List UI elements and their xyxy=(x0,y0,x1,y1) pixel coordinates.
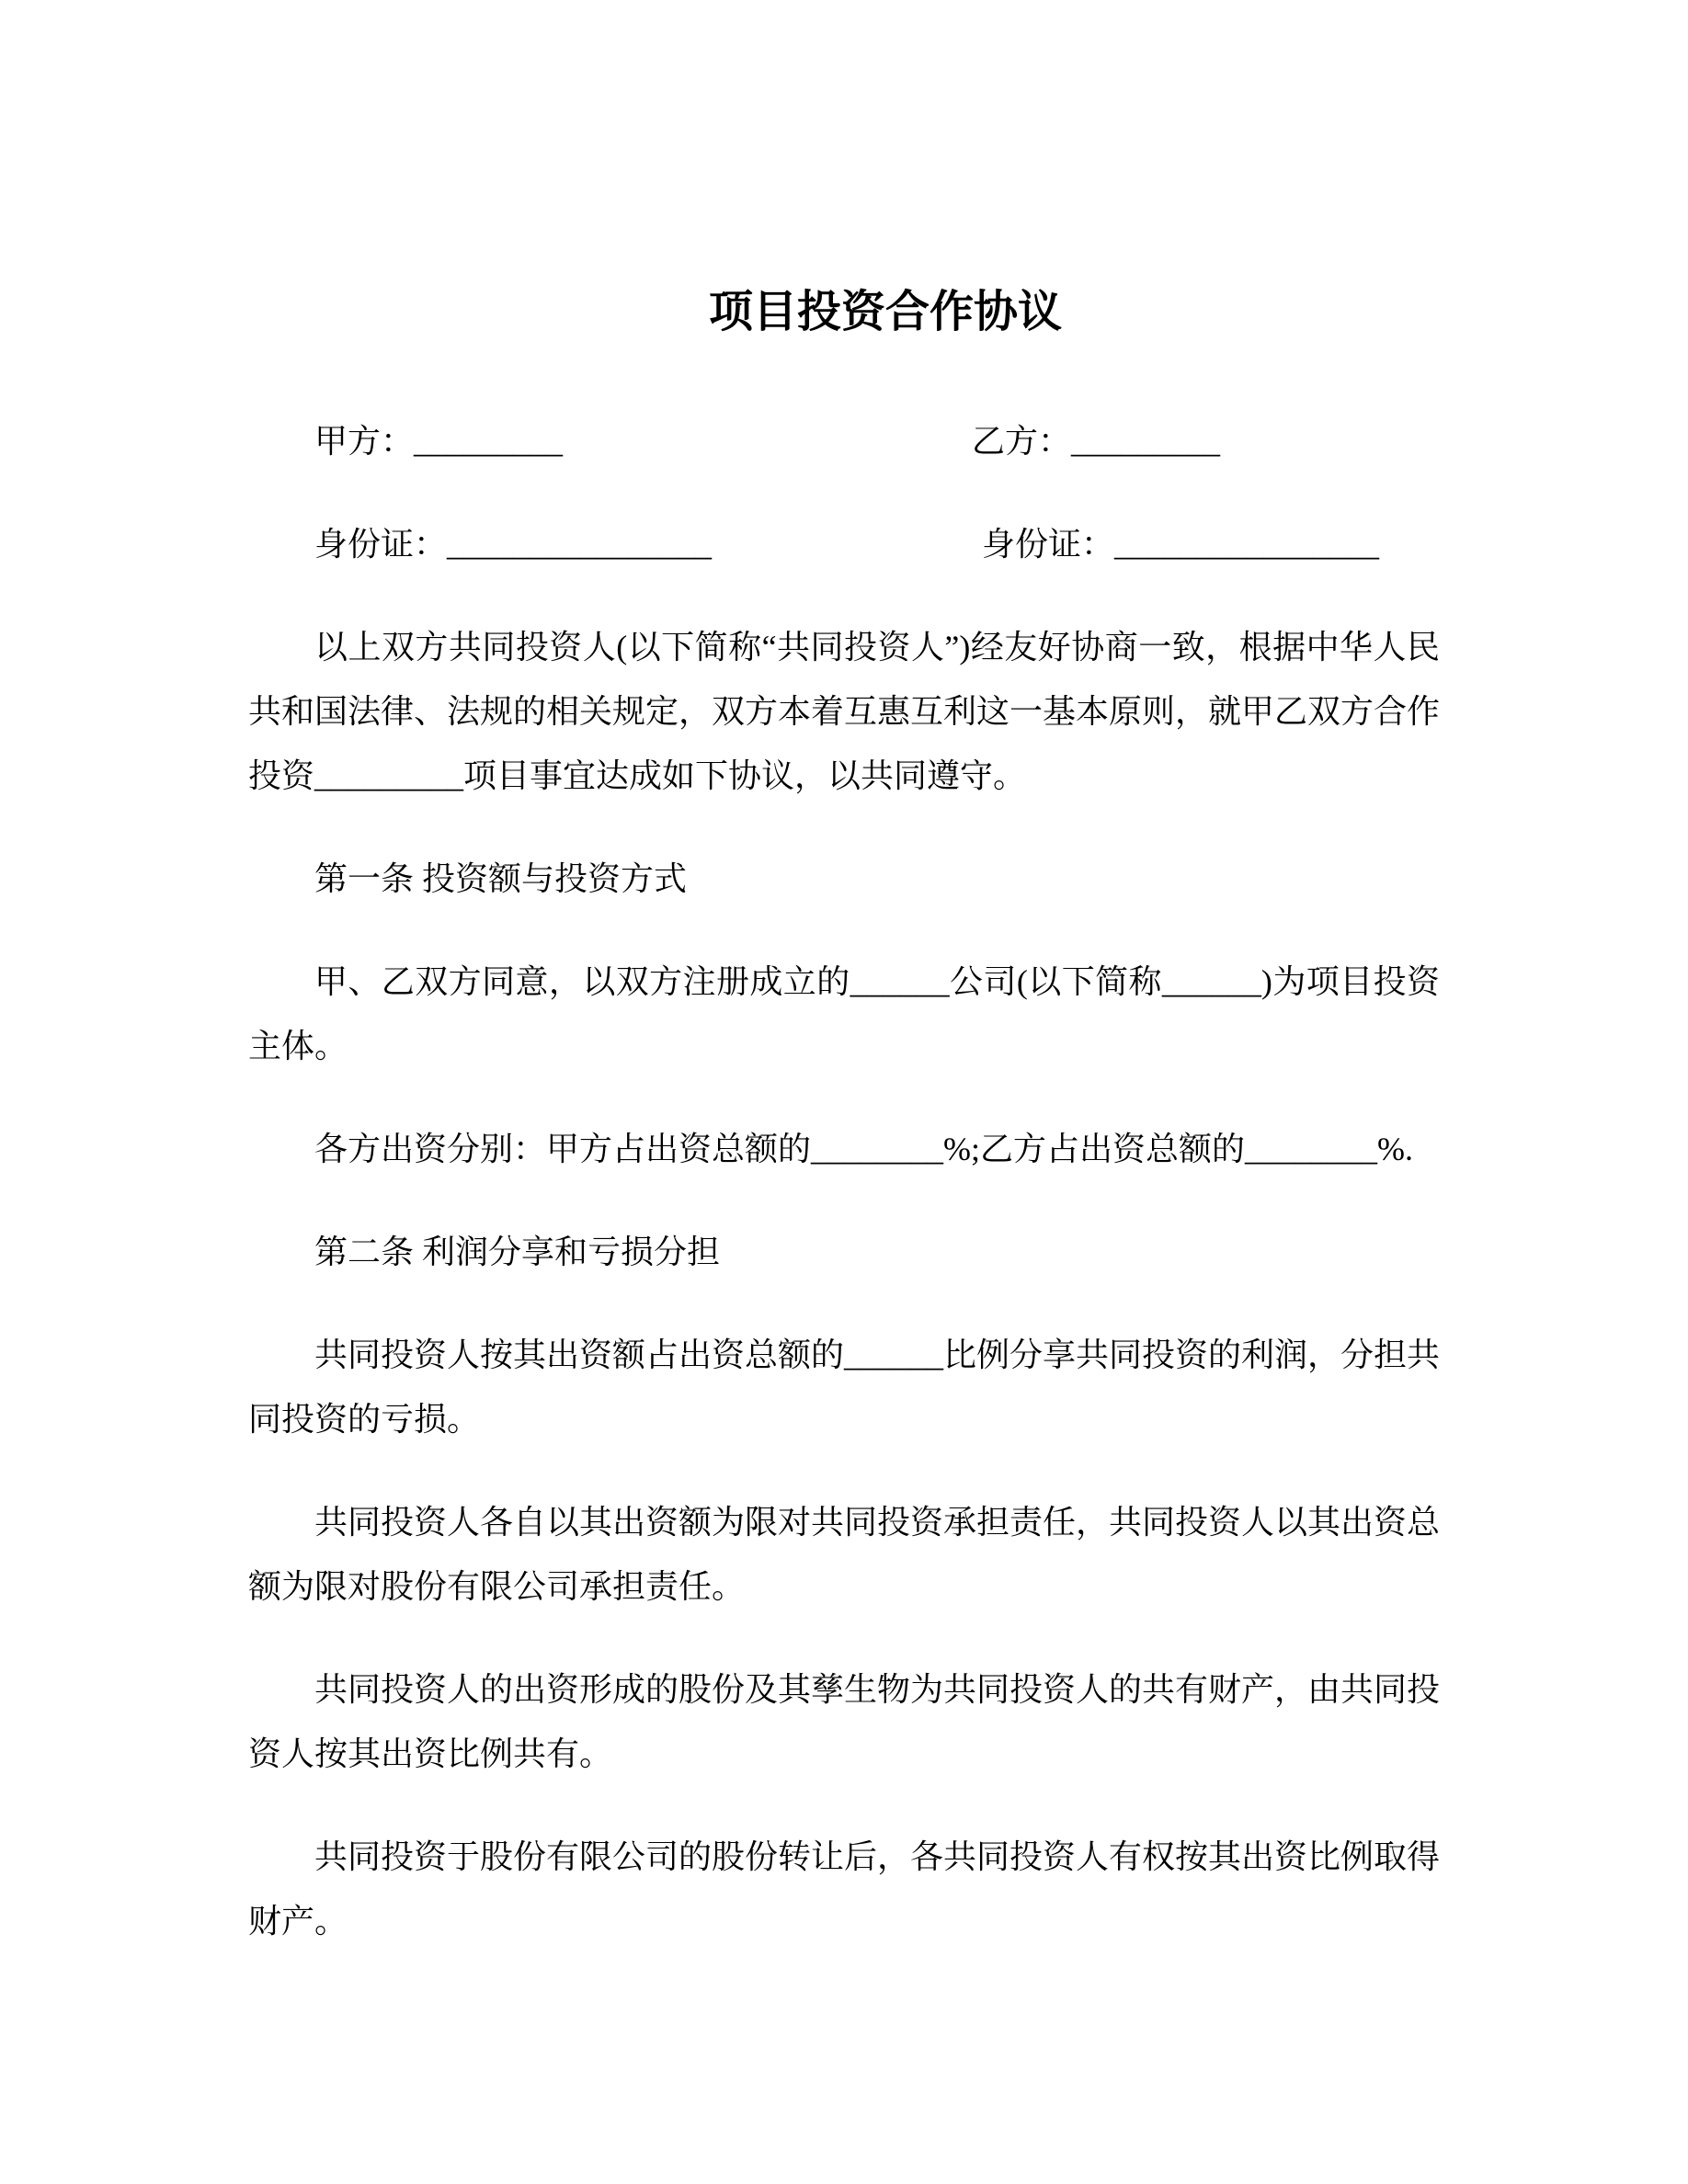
contribution-percentages-paragraph: 各方出资分别：甲方占出资总额的________%;乙方占出资总额的________%. xyxy=(314,1131,1413,1167)
common-property-paragraph: 共同投资人的出资形成的股份及其孳生物为共同投资人的共有财产，由共同投资人按其出资比例共有。 xyxy=(248,1671,1441,1772)
id-b-label: 身份证： xyxy=(982,526,1115,563)
party-b-blank[interactable]: _________ xyxy=(1071,423,1221,460)
id-b-field xyxy=(982,512,1379,576)
liability-paragraph: 共同投资人各自以其出资额为限对共同投资承担责任，共同投资人以其出资总额为限对股份有限公司承担责任。 xyxy=(248,1504,1441,1605)
id-a-blank[interactable]: ________________ xyxy=(447,526,713,563)
profit-sharing-paragraph: 共同投资人按其出资额占出资总额的______比例分享共同投资的利润，分担共同投资的亏损。 xyxy=(248,1337,1441,1438)
party-b-label: 乙方： xyxy=(972,423,1072,460)
party-b-field xyxy=(972,409,1220,473)
section-1-heading: 第一条 投资额与投资方式 xyxy=(314,860,688,897)
party-a-blank[interactable]: _________ xyxy=(414,423,564,460)
id-b-blank[interactable]: ________________ xyxy=(1114,526,1380,563)
party-a-label: 甲方： xyxy=(314,423,415,460)
section-2-heading: 第二条 利润分享和亏损分担 xyxy=(314,1234,721,1270)
section-1-investment-entity-paragraph: 甲、乙双方同意，以双方注册成立的______公司(以下简称______)为项目投资主体。 xyxy=(248,963,1440,1064)
id-a-label: 身份证： xyxy=(314,526,448,563)
document-title: 项目投资合作协议 xyxy=(708,288,1062,336)
id-a-field xyxy=(314,526,712,563)
intro-paragraph: 以上双方共同投资人(以下简称“共同投资人”)经友好协商一致，根据中华人民共和国法律、法规的相关规定，双方本着互惠互利这一基本原则，就甲乙双方合作投资_________项目事宜达成如下协议，以共同遵守。 xyxy=(248,629,1441,794)
party-row xyxy=(248,409,1440,473)
party-a-field xyxy=(314,423,563,460)
share-transfer-paragraph: 共同投资于股份有限公司的股份转让后，各共同投资人有权按其出资比例取得财产。 xyxy=(248,1838,1441,1939)
id-row xyxy=(248,512,1440,576)
